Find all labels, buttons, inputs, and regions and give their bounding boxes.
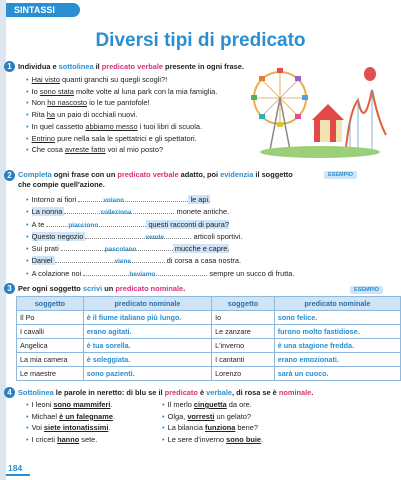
list-item: • Io sono stata molte volte al luna park con la mia famiglia. <box>26 86 218 96</box>
table-header: soggetto predicato nominale soggetto predicato nominale <box>17 297 401 311</box>
list-item: • Entrino pure nella sala le spettatrici e gli spettatori. <box>26 133 197 143</box>
list-item: • Intorno ai fiori volano le api. <box>26 195 211 204</box>
list-item: • Le sere d'inverno sono buie. <box>162 435 264 445</box>
exercise-1-list <box>26 74 217 156</box>
page-number: 184 <box>8 463 23 473</box>
exercise-number: 2 <box>4 170 15 181</box>
table-row: Il Po è il fiume italiano più lungo. Io sono felice. <box>17 311 401 325</box>
exercise-4-right-list <box>162 399 263 446</box>
list-item: • Rita ha un paio di occhiali nuovi. <box>26 110 138 120</box>
page-title: Diversi tipi di predicato <box>95 30 306 51</box>
section-tag: SINTASSI <box>6 3 80 17</box>
list-item: • Michael è un falegname. <box>26 411 115 421</box>
list-item: • I criceti hanno sete. <box>26 435 98 445</box>
list-item: • Sui prati pascolano mucche e capre. <box>26 244 230 254</box>
exercise-number: 3 <box>4 283 15 294</box>
list-item: • Voi siete intonatissimi. <box>26 423 111 433</box>
exercise-number: 1 <box>4 61 15 72</box>
list-item: • Questo negozio vende articoli sportivi. <box>26 231 243 241</box>
amusement-park-illustration <box>250 60 390 160</box>
list-item: • Il merlo cinguetta da ore. <box>162 400 252 409</box>
list-item: • Che cosa avreste fatto voi al mio posto? <box>26 145 164 155</box>
esempio-badge: ESEMPIO <box>350 286 383 294</box>
exercise-3-instruction: Per ogni soggetto scrivi un predicato nominale. <box>18 284 186 293</box>
list-item: • Daniel viene di corsa a casa nostra. <box>26 256 242 266</box>
table-row: Le maestre sono pazienti. Lorenzo sarà un cuoco. <box>17 367 401 381</box>
list-item: • Olga, vorresti un gelato? <box>162 411 252 421</box>
list-item: • Hai visto quanti granchi su quegli scogli?! <box>26 75 168 84</box>
exercise-2-instruction: Completa ogni frase con un predicato verbale adatto, poi evidenzia il soggetto che compie quell'azione. <box>18 170 293 189</box>
table-row: Angelica è tua sorella. L'inverno è una stagione fredda. <box>17 339 401 353</box>
list-item: • A colazione noi beviamo sempre un succo di frutta. <box>26 268 295 278</box>
list-item: • I leoni sono mammiferi. <box>26 400 113 409</box>
exercise-number: 4 <box>4 387 15 398</box>
predicate-table <box>16 296 401 381</box>
exercise-1-instruction: Individua e sottolinea il predicato verbale presente in ogni frase. <box>18 62 244 71</box>
page-margin-bar <box>0 0 6 480</box>
exercise-4-left-list <box>26 399 115 446</box>
list-item: • A te piacciono questi racconti di paura? <box>26 219 229 229</box>
page-number-underline <box>6 474 30 476</box>
table-row: La mia camera è soleggiata. I cantanti erano emozionati. <box>17 353 401 367</box>
list-item: • Non ho nascosto io le tue pantofole! <box>26 98 150 108</box>
esempio-badge: ESEMPIO <box>324 171 357 179</box>
exercise-2-list <box>26 194 294 280</box>
list-item: • La nonna colleziona monete antiche. <box>26 207 230 217</box>
exercise-4-instruction: Sottolinea le parole in neretto: di blu se il predicato è verbale, di rosa se è nominale. <box>18 388 314 397</box>
table-row: I cavalli erano agitati. Le zanzare furono molto fastidiose. <box>17 325 401 339</box>
list-item: • La bilancia funziona bene? <box>162 423 258 433</box>
list-item: • In quel cassetto abbiamo messo i tuoi libri di scuola. <box>26 121 203 131</box>
